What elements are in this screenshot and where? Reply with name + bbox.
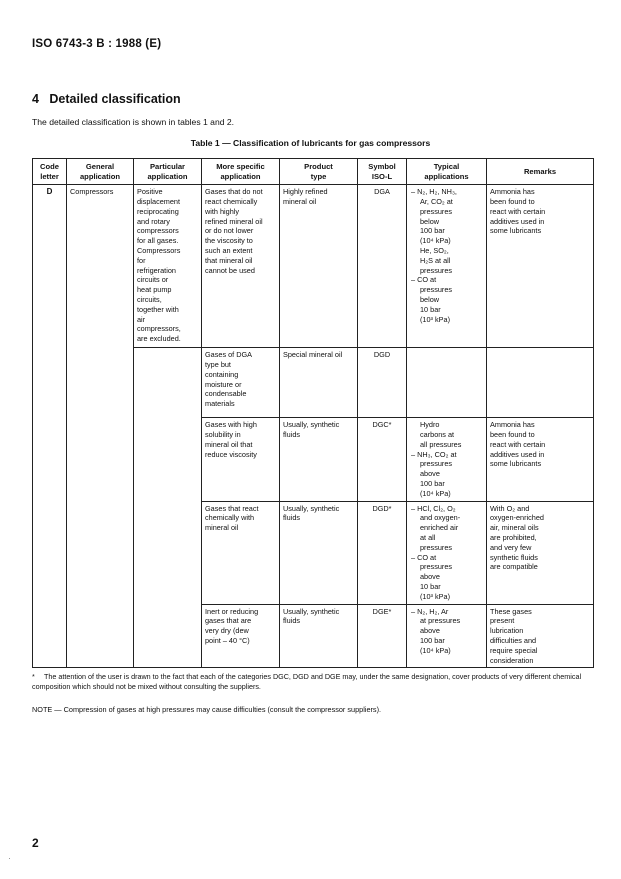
cell-typical-applications xyxy=(407,418,487,501)
cell-line: Ar, CO₂ at xyxy=(420,196,453,206)
cell-line: refrigeration xyxy=(137,265,176,275)
cell-line: He, SO₂, xyxy=(420,245,449,255)
section-title: Detailed classification xyxy=(49,92,181,106)
cell-line: additives used in xyxy=(490,216,545,226)
scan-speck xyxy=(9,858,10,859)
cell-particular-application-empty xyxy=(134,348,202,668)
cell-line: refined mineral oil xyxy=(205,216,263,226)
note-text: NOTE — Compression of gases at high pressures may cause difficulties (consult the compressor suppliers). xyxy=(32,705,382,714)
cell-line: – N₂, H₂, NH₃, xyxy=(411,187,457,197)
cell-line: pressures xyxy=(420,285,453,295)
section-heading xyxy=(32,92,181,106)
cell-line: Hydro xyxy=(420,420,440,430)
cell-line: Gases that react xyxy=(205,503,259,513)
cell-line: Compressors xyxy=(137,245,181,255)
table-row xyxy=(33,185,594,348)
classification-table xyxy=(32,158,594,668)
cell-line: Highly refined xyxy=(283,187,328,197)
cell-particular-application xyxy=(134,185,202,348)
cell-line: Inert or reducing xyxy=(205,606,259,616)
table-footnote xyxy=(32,672,592,692)
cell-remarks xyxy=(487,418,594,501)
cell-line: chemically with xyxy=(205,513,255,523)
cell-product-type xyxy=(280,185,358,348)
cell-line: are prohibited, xyxy=(490,532,537,542)
cell-line: Ammonia has xyxy=(490,420,535,430)
cell-product-type xyxy=(280,501,358,604)
cell-line: type but xyxy=(205,359,231,369)
cell-remarks xyxy=(487,501,594,604)
cell-line: materials xyxy=(205,399,235,409)
cell-line: (10⁴ kPa) xyxy=(420,645,451,655)
header-typical-applications: Typical applications xyxy=(407,159,487,185)
cell-line: circuits or xyxy=(137,275,169,285)
section-number: 4 xyxy=(32,92,39,106)
cell-line: air xyxy=(137,314,146,324)
cell-line: are compatible xyxy=(490,562,538,572)
header-symbol: Symbol ISO-L xyxy=(358,159,407,185)
cell-line: – NH₃, CO₂ at xyxy=(411,449,457,459)
cell-line: pressures xyxy=(420,542,453,552)
cell-code-letter: D xyxy=(33,185,67,668)
cell-product-type xyxy=(280,418,358,501)
cell-line: 100 bar xyxy=(420,226,445,236)
cell-line: below xyxy=(420,294,440,304)
cell-line: react with certain xyxy=(490,206,546,216)
table-header-row xyxy=(33,159,594,185)
cell-line: pressures xyxy=(420,265,453,275)
cell-more-specific-application xyxy=(202,185,280,348)
cell-remarks xyxy=(487,604,594,668)
cell-line: all pressures xyxy=(420,439,462,449)
cell-line: such an extent xyxy=(205,245,253,255)
cell-line: reduce viscosity xyxy=(205,449,257,459)
cell-more-specific-application xyxy=(202,348,280,418)
cell-symbol: DGA xyxy=(358,185,407,348)
table-caption: Table 1 — Classification of lubricants for gas compressors xyxy=(190,138,431,148)
cell-line: condensable xyxy=(205,389,247,399)
header-remarks: Remarks xyxy=(487,159,594,185)
cell-line: the viscosity to xyxy=(205,236,253,246)
cell-general-application: Compressors xyxy=(67,185,134,668)
cell-line: and rotary xyxy=(137,216,170,226)
cell-typical-applications xyxy=(407,348,487,418)
cell-line: circuits, xyxy=(137,294,162,304)
cell-line: compressors, xyxy=(137,324,181,334)
cell-line: (10³ kPa) xyxy=(420,591,451,601)
cell-line: – CO at xyxy=(411,552,437,562)
cell-line: synthetic fluids xyxy=(490,552,538,562)
cell-line: mineral oil that xyxy=(205,439,253,449)
cell-line: Special mineral oil xyxy=(283,350,343,360)
cell-line: with highly xyxy=(205,206,240,216)
cell-line: Usually, synthetic xyxy=(283,606,340,616)
header-general-application: General application xyxy=(67,159,134,185)
cell-line: 100 bar xyxy=(420,635,445,645)
header-more-specific-application: More specific application xyxy=(202,159,280,185)
cell-line: Gases that do not xyxy=(205,187,263,197)
cell-line: heat pump xyxy=(137,285,172,295)
cell-line: present xyxy=(490,616,515,626)
cell-line: react with certain xyxy=(490,439,546,449)
cell-line: pressures xyxy=(420,562,453,572)
cell-line: These gases xyxy=(490,606,532,616)
cell-line: cannot be used xyxy=(205,265,255,275)
cell-line: fluids xyxy=(283,513,301,523)
cell-line: together with xyxy=(137,304,179,314)
cell-line: additives used in xyxy=(490,449,545,459)
cell-line: above xyxy=(420,469,440,479)
cell-line: lubrication xyxy=(490,626,524,636)
cell-line: Ammonia has xyxy=(490,187,535,197)
cell-line: compressors xyxy=(137,226,179,236)
cell-typical-applications xyxy=(407,604,487,668)
cell-symbol: DGE* xyxy=(358,604,407,668)
cell-line: displacement xyxy=(137,196,180,206)
cell-line: pressures xyxy=(420,206,453,216)
cell-product-type xyxy=(280,604,358,668)
cell-line: enriched air xyxy=(420,523,459,533)
cell-line: 10 bar xyxy=(420,304,441,314)
cell-line: above xyxy=(420,572,440,582)
cell-symbol: DGD* xyxy=(358,501,407,604)
cell-remarks xyxy=(487,348,594,418)
cell-line: Positive xyxy=(137,187,163,197)
cell-line: fluids xyxy=(283,429,301,439)
cell-line: and very few xyxy=(490,542,532,552)
cell-line: point – 40 °C) xyxy=(205,635,250,645)
cell-line: been found to xyxy=(490,196,535,206)
cell-line: fluids xyxy=(283,616,301,626)
cell-line: at pressures xyxy=(420,616,461,626)
cell-line: require special xyxy=(490,645,538,655)
cell-product-type xyxy=(280,348,358,418)
cell-line: pressures xyxy=(420,459,453,469)
cell-line: that mineral oil xyxy=(205,255,253,265)
cell-line: below xyxy=(420,216,440,226)
cell-line: Gases of DGA xyxy=(205,350,253,360)
cell-line: With O₂ and xyxy=(490,503,530,513)
document-header: ISO 6743-3 B : 1988 (E) xyxy=(32,38,162,50)
page-number: 2 xyxy=(32,836,39,850)
cell-line: Gases with high xyxy=(205,420,257,430)
cell-line: react chemically xyxy=(205,196,258,206)
cell-line: – HCl, Cl₂, O₂ xyxy=(411,503,456,513)
cell-line: some lubricants xyxy=(490,459,542,469)
cell-line: – CO at xyxy=(411,275,437,285)
cell-line: or do not lower xyxy=(205,226,254,236)
cell-line: reciprocating xyxy=(137,206,179,216)
cell-symbol: DGC* xyxy=(358,418,407,501)
cell-line: Usually, synthetic xyxy=(283,420,340,430)
cell-line: air, mineral oils xyxy=(490,523,539,533)
cell-line: (10⁴ kPa) xyxy=(420,236,451,246)
footnote-text: The attention of the user is drawn to the fact that each of the categories DGC, DGD and DGE may, under the same designation, cover products of very different chemical composition which should not be mixed without consulting the suppliers. xyxy=(32,672,582,691)
cell-line: carbons at xyxy=(420,429,455,439)
cell-line: very dry (dew xyxy=(205,626,249,636)
cell-line: (10⁴ kPa) xyxy=(420,488,451,498)
cell-line: some lubricants xyxy=(490,226,542,236)
cell-line: for all gases. xyxy=(137,236,179,246)
cell-line: 10 bar xyxy=(420,581,441,591)
cell-typical-applications xyxy=(407,501,487,604)
cell-line: oxygen-enriched xyxy=(490,513,544,523)
cell-typical-applications xyxy=(407,185,487,348)
cell-line: containing xyxy=(205,369,239,379)
cell-more-specific-application xyxy=(202,604,280,668)
cell-line: for xyxy=(137,255,146,265)
header-code-letter: Code letter xyxy=(33,159,67,185)
cell-line: gases that are xyxy=(205,616,252,626)
cell-line: H₂S at all xyxy=(420,255,451,265)
cell-line: are excluded. xyxy=(137,334,181,344)
header-particular-application: Particular application xyxy=(134,159,202,185)
cell-more-specific-application xyxy=(202,501,280,604)
intro-text: The detailed classification is shown in tables 1 and 2. xyxy=(32,117,235,127)
cell-line: mineral oil xyxy=(283,196,317,206)
footnote-marker: * xyxy=(32,672,35,681)
header-product-type: Product type xyxy=(280,159,358,185)
cell-symbol: DGD xyxy=(358,348,407,418)
cell-line: 100 bar xyxy=(420,478,445,488)
cell-line: mineral oil xyxy=(205,523,239,533)
cell-line: been found to xyxy=(490,429,535,439)
cell-line: and oxygen- xyxy=(420,513,461,523)
cell-line: moisture or xyxy=(205,379,242,389)
cell-line: consideration xyxy=(490,655,534,665)
cell-more-specific-application xyxy=(202,418,280,501)
cell-line: solubility in xyxy=(205,429,241,439)
cell-line: – N₂, H₂, Ar xyxy=(411,606,449,616)
cell-line: difficulties and xyxy=(490,635,537,645)
cell-line: at all xyxy=(420,532,436,542)
cell-line: (10³ kPa) xyxy=(420,314,451,324)
cell-line: Usually, synthetic xyxy=(283,503,340,513)
cell-line: above xyxy=(420,626,440,636)
cell-remarks xyxy=(487,185,594,348)
